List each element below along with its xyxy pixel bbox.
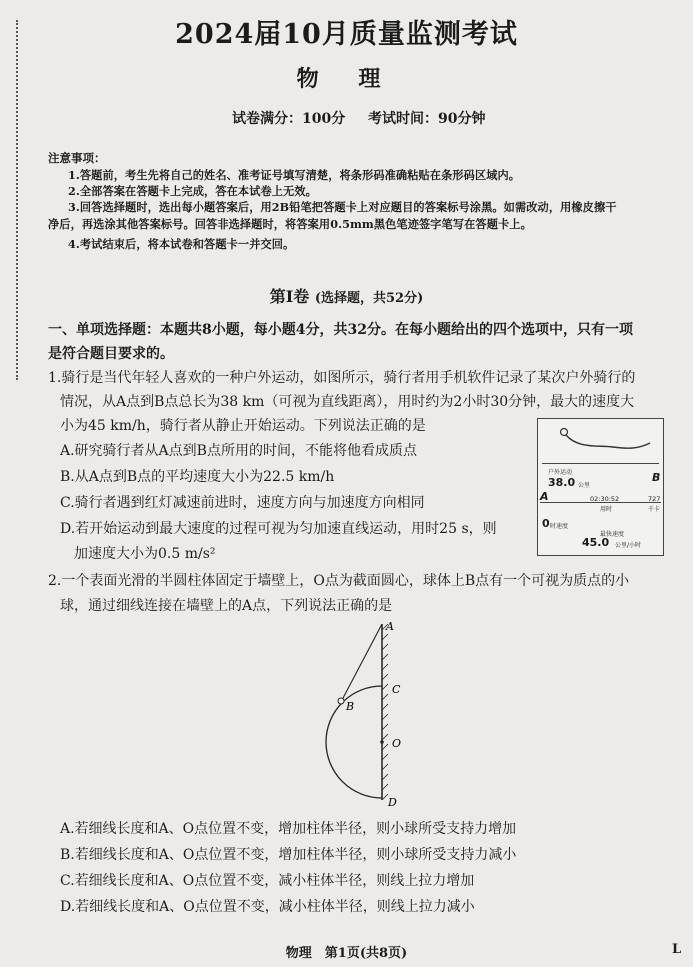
route-map bbox=[538, 419, 663, 463]
page-corner-mark: L bbox=[672, 942, 682, 957]
max-speed-value: 45.0 bbox=[582, 536, 610, 549]
distance-unit: 公里 bbox=[578, 482, 591, 489]
part-title-sub: (选择题，共52分) bbox=[314, 291, 424, 306]
point-o: O bbox=[392, 737, 402, 750]
section-instruction-line1: 一、单项选择题：本题共8小题，每小题4分，共32分。在每小题给出的四个选项中，只有一项 bbox=[48, 322, 633, 338]
point-a: A bbox=[386, 620, 394, 633]
semicylinder-figure bbox=[320, 616, 420, 812]
notice-item-2: 2.全部答案在答题卡上完成，答在本试卷上无效。 bbox=[68, 184, 317, 198]
part-title bbox=[0, 284, 693, 307]
duration-label: 用时 bbox=[600, 506, 613, 513]
q2-option-b: B.若细线长度和A、O点位置不变，增加柱体半径，则小球所受支持力减小 bbox=[60, 847, 517, 863]
calories-unit: 千卡 bbox=[648, 506, 661, 513]
cycling-app-figure bbox=[537, 418, 664, 556]
q1-option-d: D.若开始运动到最大速度的过程可视为匀加速直线运动，用时25 s，则 bbox=[60, 521, 497, 537]
outdoor-label: 户外运动 bbox=[548, 469, 573, 476]
section-instruction-line2: 是符合题目要求的。 bbox=[48, 346, 174, 362]
notice-item-1: 1.答题前，考生先将自己的姓名、准考证号填写清楚，将条形码准确粘贴在条形码区域内。 bbox=[68, 168, 521, 182]
exam-time: 考试时间：90分钟 bbox=[368, 111, 486, 127]
point-c: C bbox=[392, 683, 401, 696]
q1-option-b: B.从A点到B点的平均速度大小为22.5 km/h bbox=[60, 469, 335, 485]
q2-option-d: D.若细线长度和A、O点位置不变，减小柱体半径，则线上拉力减小 bbox=[60, 899, 475, 915]
notice-item-4: 4.考试结束后，将本试卷和答题卡一并交回。 bbox=[68, 237, 295, 251]
q1-stem-line2: 情况，从A点到B点总长为38 km（可视为直线距离），用时约为2小时30分钟，最大的速度大 bbox=[60, 394, 635, 410]
speed-now-value: 0 bbox=[542, 517, 550, 530]
semicylinder-diagram bbox=[320, 616, 420, 812]
max-speed-label: 最快速度 bbox=[600, 531, 625, 538]
q2-option-c: C.若细线长度和A、O点位置不变，减小柱体半径，则线上拉力增加 bbox=[60, 873, 475, 889]
calories-value: 727 bbox=[648, 495, 661, 503]
distance-value: 38.0 bbox=[548, 476, 576, 489]
full-score: 试卷满分：100分 bbox=[232, 111, 346, 127]
point-b: B bbox=[346, 700, 355, 713]
part-title-main: 第Ⅰ卷 bbox=[269, 287, 310, 306]
q1-option-c: C.骑行者遇到红灯减速前进时，速度方向与加速度方向相同 bbox=[60, 495, 425, 511]
max-speed-unit: 公里/小时 bbox=[615, 542, 642, 549]
point-d: D bbox=[388, 796, 397, 809]
q1-stem-line1: 1.骑行是当代年轻人喜欢的一种户外运动，如图所示，骑行者用手机软件记录了某次户外骑行的 bbox=[48, 370, 636, 386]
q1-stem-line3: 小为45 km/h，骑行者从静止开始运动。下列说法正确的是 bbox=[60, 418, 426, 434]
point-b-label: B bbox=[652, 471, 661, 484]
subject-title: 物 理 bbox=[296, 66, 397, 92]
q2-stem-line1: 2.一个表面光滑的半圆柱体固定于墙壁上，O点为截面圆心，球体上B点有一个可视为质点的小 bbox=[48, 573, 630, 589]
point-a-label: A bbox=[540, 490, 549, 503]
q2-stem-line2: 球，通过细线连接在墙壁上的A点，下列说法正确的是 bbox=[60, 598, 393, 614]
q1-option-d-cont: 加速度大小为0.5 m/s² bbox=[74, 546, 216, 562]
notice-item-3: 3.回答选择题时，选出每小题答案后，用2B铅笔把答题卡上对应题目的答案标号涂黑。如需改动，用橡皮擦干 bbox=[68, 200, 617, 214]
notice-heading: 注意事项： bbox=[48, 151, 106, 165]
exam-title: 2024届10月质量监测考试 bbox=[175, 19, 518, 50]
q1-option-a: A.研究骑行者从A点到B点所用的时间，不能将他看成质点 bbox=[60, 443, 417, 459]
speed-now-label: 时速度 bbox=[550, 523, 569, 530]
q2-option-a: A.若细线长度和A、O点位置不变，增加柱体半径，则小球所受支持力增加 bbox=[60, 821, 517, 837]
duration-value: 02:30:52 bbox=[590, 495, 620, 503]
page-footer: 物理 第1页(共8页) bbox=[285, 946, 408, 961]
notice-item-3-cont: 净后，再选涂其他答案标号。回答非选择题时，将答案用0.5mm黑色笔迹签字笔写在答题卡上。 bbox=[48, 217, 532, 231]
